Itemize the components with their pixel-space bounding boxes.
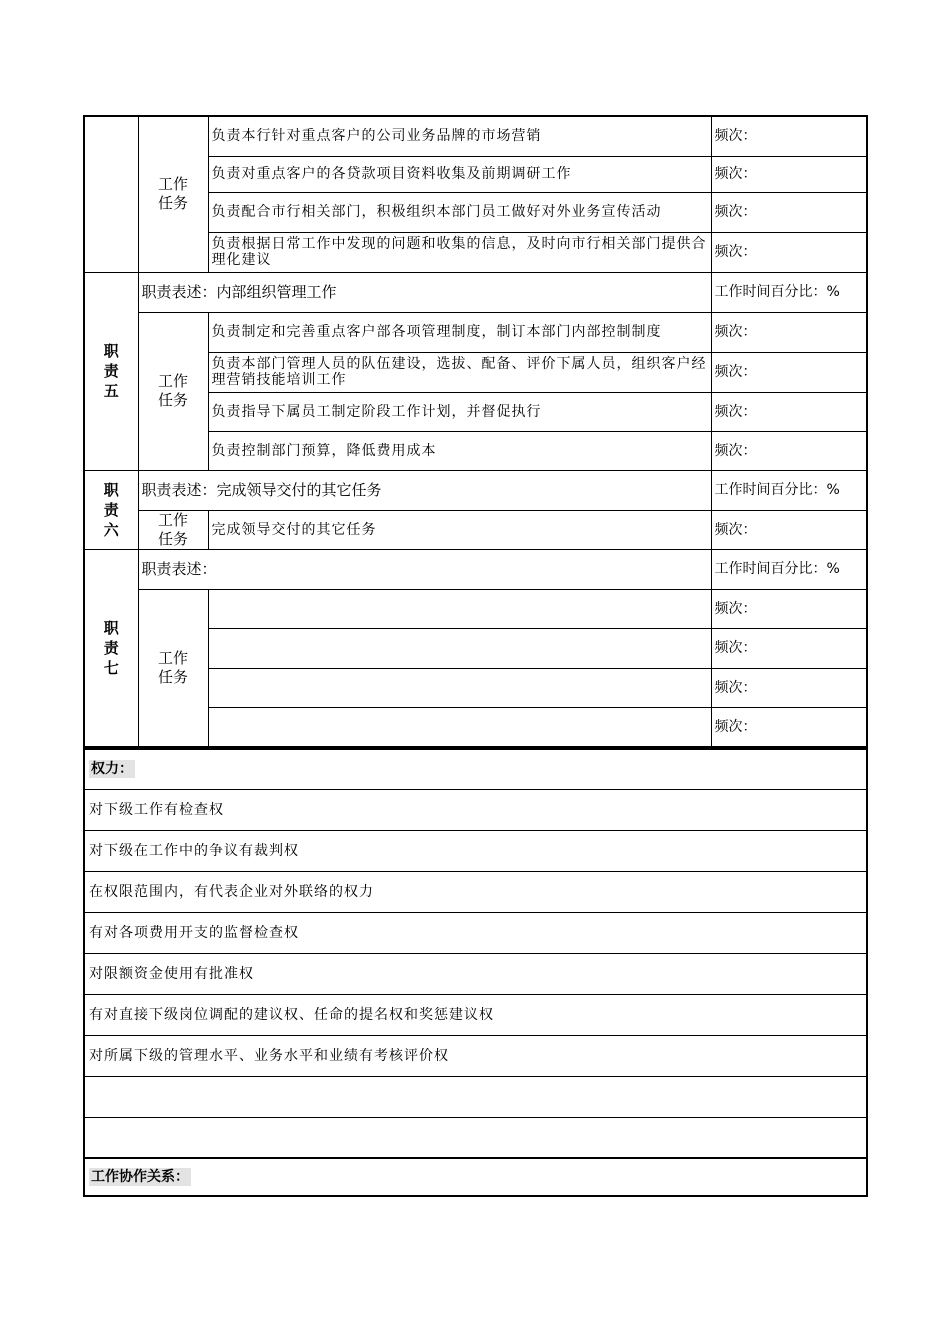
duty7-task-3 — [208, 668, 711, 707]
duty6-task-1: 完成领导交付的其它任务 — [208, 510, 711, 549]
duties-table — [83, 115, 868, 748]
duty7-work-label: 工作 任务 — [138, 589, 208, 747]
duty6-frequency-1: 频次： — [711, 510, 867, 549]
duty4-frequency-3: 频次： — [711, 192, 867, 232]
power-item-1: 对下级工作有检查权 — [84, 789, 867, 830]
duty4-task-4: 负责根据日常工作中发现的问题和收集的信息，及时向市行相关部门提供合理化建议 — [208, 232, 711, 272]
job-description-sheet — [83, 115, 866, 1197]
duty4-task-2: 负责对重点客户的各贷款项目资料收集及前期调研工作 — [208, 156, 711, 192]
duty5-title: 职 责 五 — [84, 272, 138, 470]
duty6-description: 职责表述：完成领导交付的其它任务 — [138, 470, 711, 510]
powers-header: 权力： — [84, 749, 867, 789]
duty4-frequency-2: 频次： — [711, 156, 867, 192]
powers-table — [83, 748, 868, 1197]
power-item-3: 在权限范围内，有代表企业对外联络的权力 — [84, 871, 867, 912]
power-item-2: 对下级在工作中的争议有裁判权 — [84, 830, 867, 871]
duty5-frequency-2: 频次： — [711, 352, 867, 392]
duty7-task-2 — [208, 628, 711, 668]
duty5-frequency-3: 频次： — [711, 392, 867, 431]
duty5-frequency-1: 频次： — [711, 312, 867, 352]
duty6-work-label: 工作 任务 — [138, 510, 208, 549]
duty5-work-label: 工作 任务 — [138, 312, 208, 470]
duty7-title: 职 责 七 — [84, 549, 138, 747]
duty7-time-percent: 工作时间百分比：% — [711, 549, 867, 589]
duty5-task-1: 负责制定和完善重点客户部各项管理制度，制订本部门内部控制制度 — [208, 312, 711, 352]
duty7-frequency-3: 频次： — [711, 668, 867, 707]
duty4-frequency-1: 频次： — [711, 116, 867, 156]
duty5-task-4: 负责控制部门预算，降低费用成本 — [208, 431, 711, 470]
duty4-task-1: 负责本行针对重点客户的公司业务品牌的市场营销 — [208, 116, 711, 156]
duty5-frequency-4: 频次： — [711, 431, 867, 470]
duty5-task-2: 负责本部门管理人员的队伍建设，选拔、配备、评价下属人员，组织客户经理营销技能培训工作 — [208, 352, 711, 392]
cooperation-header: 工作协作关系： — [84, 1158, 867, 1196]
power-item-8 — [84, 1076, 867, 1117]
duty7-frequency-1: 频次： — [711, 589, 867, 628]
power-item-6: 有对直接下级岗位调配的建议权、任命的提名权和奖惩建议权 — [84, 994, 867, 1035]
power-item-5: 对限额资金使用有批准权 — [84, 953, 867, 994]
duty6-title: 职 责 六 — [84, 470, 138, 549]
duty4-task-3: 负责配合市行相关部门，积极组织本部门员工做好对外业务宣传活动 — [208, 192, 711, 232]
duty6-time-percent: 工作时间百分比：% — [711, 470, 867, 510]
duty5-time-percent: 工作时间百分比：% — [711, 272, 867, 312]
duty7-frequency-2: 频次： — [711, 628, 867, 668]
duty4-work-label: 工作 任务 — [138, 116, 208, 272]
duty7-task-1 — [208, 589, 711, 628]
duty7-task-4 — [208, 707, 711, 747]
power-item-4: 有对各项费用开支的监督检查权 — [84, 912, 867, 953]
duty4-cell — [84, 116, 138, 272]
duty4-frequency-4: 频次： — [711, 232, 867, 272]
power-item-9 — [84, 1117, 867, 1158]
duty7-frequency-4: 频次： — [711, 707, 867, 747]
power-item-7: 对所属下级的管理水平、业务水平和业绩有考核评价权 — [84, 1035, 867, 1076]
duty7-description: 职责表述： — [138, 549, 711, 589]
duty5-task-3: 负责指导下属员工制定阶段工作计划，并督促执行 — [208, 392, 711, 431]
duty5-description: 职责表述：内部组织管理工作 — [138, 272, 711, 312]
